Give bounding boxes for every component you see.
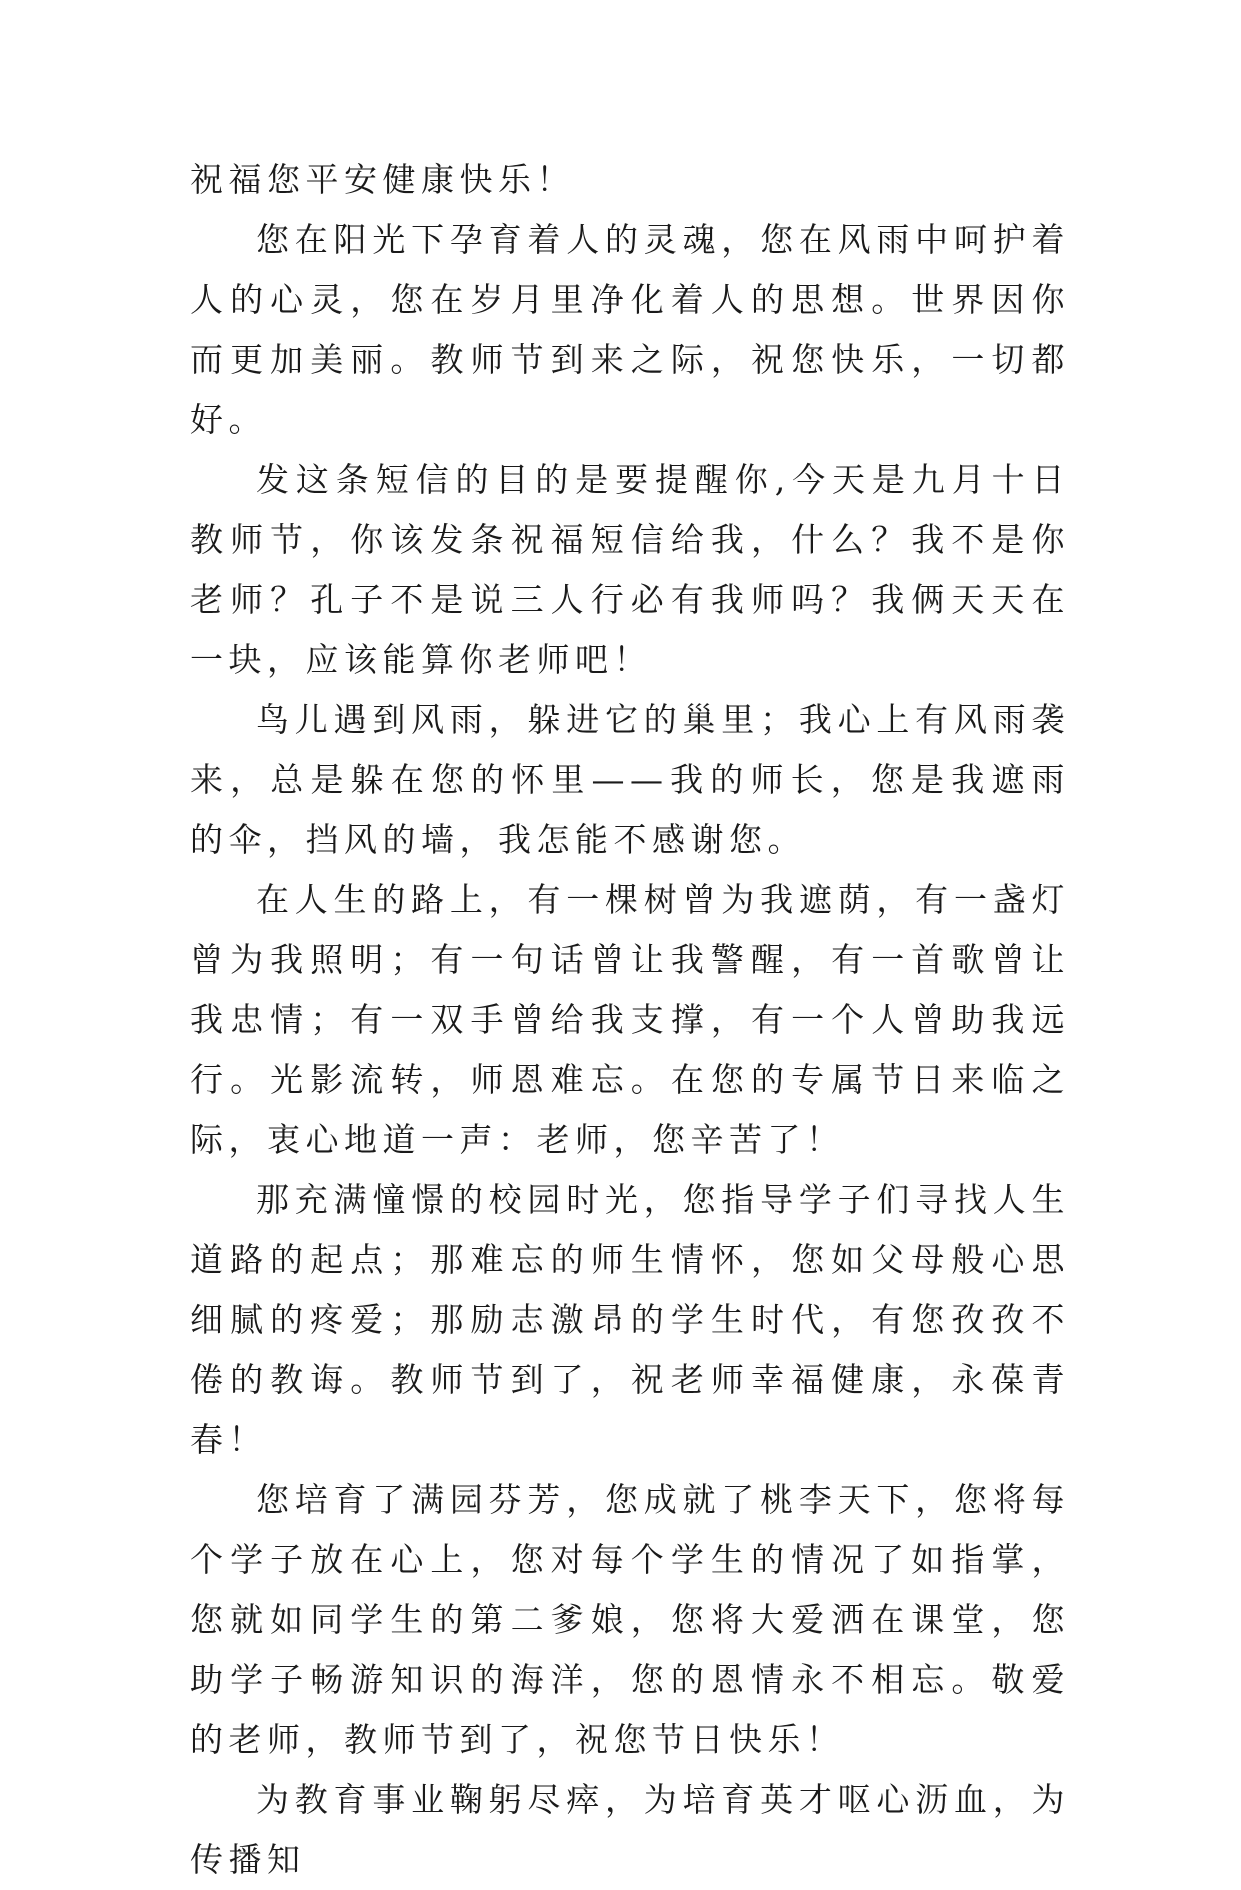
paragraph-continuation: 祝福您平安健康快乐！ [190, 160, 575, 199]
paragraph-campus-time: 那充满憧憬的校园时光，您指导学子们寻找人生道路的起点；那难忘的师生情怀，您如父母般心思细腻的疼爱；那励志激昂的学生时代，有您孜孜不倦的教诲。教师节到了，祝老师幸福健康，永葆青春！ [190, 1180, 1070, 1459]
paragraph-life-road: 在人生的路上，有一棵树曾为我遮荫，有一盏灯曾为我照明；有一句话曾让我警醒，有一首歌曾让我忠情；有一双手曾给我支撑，有一个人曾助我远行。光影流转，师恩难忘。在您的专属节日来临之际，衷心地道一声：老师，您辛苦了！ [190, 880, 1070, 1159]
paragraph-sms-reminder: 发这条短信的目的是要提醒你,今天是九月十日教师节，你该发条祝福短信给我，什么？我不是你老师？孔子不是说三人行必有我师吗？我俩天天在一块，应该能算你老师吧！ [190, 460, 1070, 679]
paragraph-education-career: 为教育事业鞠躬尽瘁，为培育英才呕心沥血，为传播知 [190, 1780, 1070, 1879]
paragraph-garden-fragrance: 您培育了满园芬芳，您成就了桃李天下，您将每个学子放在心上，您对每个学生的情况了如指掌，您就如同学生的第二爹娘，您将大爱洒在课堂，您助学子畅游知识的海洋，您的恩情永不相忘。敬爱的老师，教师节到了，祝您节日快乐！ [190, 1480, 1070, 1759]
paragraph-sunlight-soul: 您在阳光下孕育着人的灵魂，您在风雨中呵护着人的心灵，您在岁月里净化着人的思想。世界因你而更加美丽。教师节到来之际，祝您快乐，一切都好。 [190, 220, 1070, 439]
paragraph-bird-nest: 鸟儿遇到风雨，躲进它的巢里；我心上有风雨袭来，总是躲在您的怀里——我的师长，您是我遮雨的伞，挡风的墙，我怎能不感谢您。 [190, 700, 1070, 859]
document-body [190, 150, 1070, 1890]
